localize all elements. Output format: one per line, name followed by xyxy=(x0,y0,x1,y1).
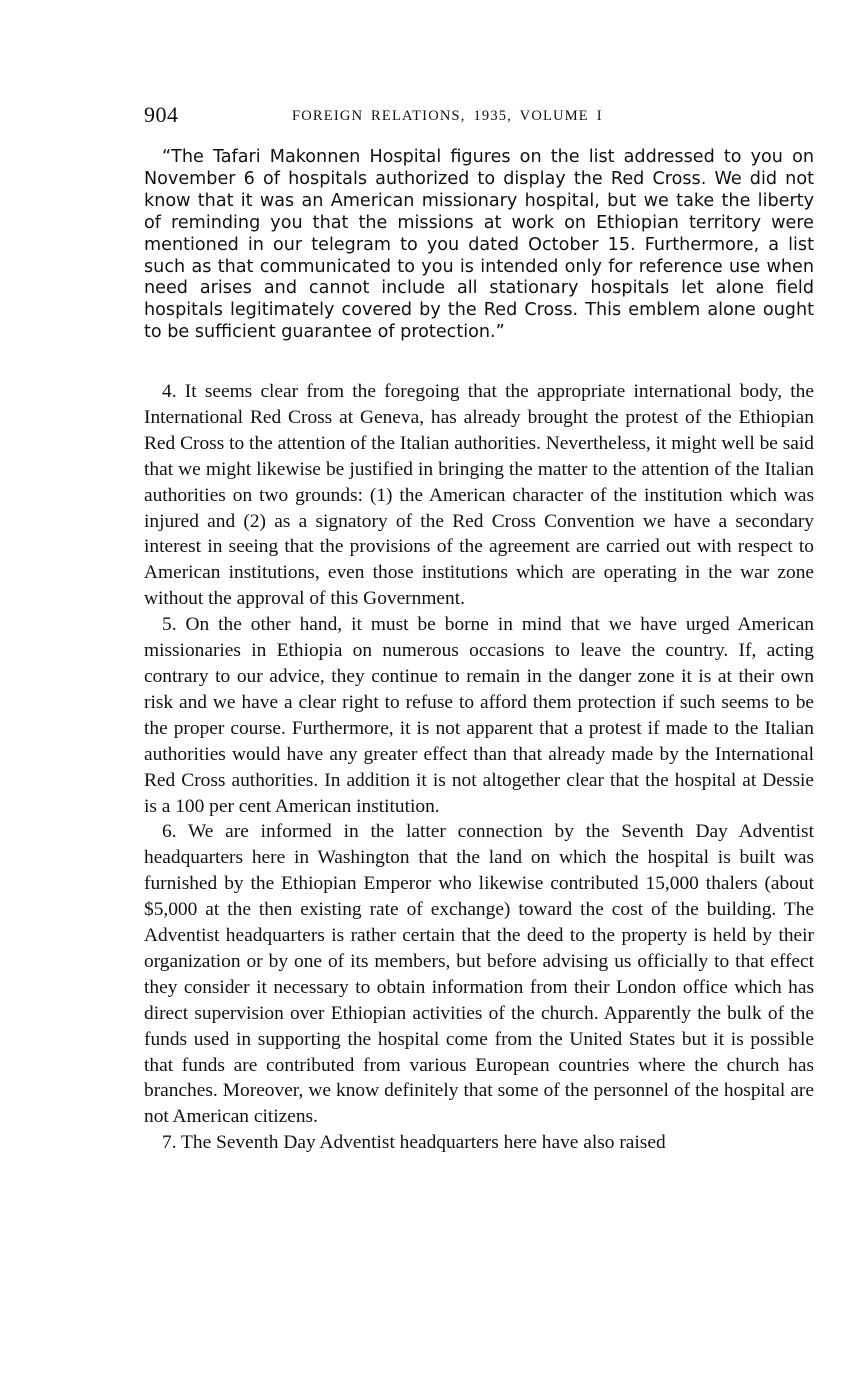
quoted-telegram-text: “The Tafari Makonnen Hospital figures on the list addressed to you on November 6 of hospitals authorized to display the Red Cross. We did not know that it was an American missionary hospital, but we take the liberty of reminding you that the missions at work on Ethiopian territory were mentioned in our telegram to you dated October 15. Furthermore, a list such as that communicated to you is intended only for reference use when need arises and cannot include all stationary hospitals let alone field hospitals legitimately covered by the Red Cross. This emblem alone ought to be sufficient guarantee of protection.” xyxy=(144,147,814,343)
body-text xyxy=(144,379,814,1156)
paragraph-7: 7. The Seventh Day Adventist headquarters here have also raised xyxy=(162,1132,666,1154)
page-number: 904 xyxy=(144,102,179,127)
paragraph-6: 6. We are informed in the latter connection by the Seventh Day Adventist headquarters here in Washington that the land on which the hospital is built was furnished by the Ethiopian Emperor who likewise contributed 15,000 thalers (about $5,000 at the then existing rate of exchange) toward the cost of the building. The Adventist headquarters is rather certain that the deed to the property is held by their organization or by one of its members, but before advising us officially to that effect they consider it necessary to obtain information from their London office which has direct supervision over Ethiopian activities of the church. Apparently the bulk of the funds used in supporting the hospital come from the United States but it is possible that funds are contributed from various European countries where the church has branches. Moreover, we know definitely that some of the personnel of the hospital are not American citizens. xyxy=(144,821,814,1128)
paragraph-4: 4. It seems clear from the foregoing that the appropriate international body, the International Red Cross at Geneva, has already brought the protest of the Ethiopian Red Cross to the attention of the Italian authorities. Nevertheless, it might well be said that we might likewise be justified in bringing the matter to the attention of the Italian authorities on two grounds: (1) the American character of the institution which was injured and (2) as a signatory of the Red Cross Convention we have a secondary interest in seeing that the provisions of the agreement are carried out with respect to American institutions, even those institutions which are operating in the war zone without the approval of this Government. xyxy=(144,381,814,610)
quoted-telegram xyxy=(144,147,814,344)
page-header xyxy=(144,100,814,130)
paragraph-5: 5. On the other hand, it must be borne in mind that we have urged American missionaries in Ethiopia on numerous occasions to leave the country. If, acting contrary to our advice, they continue to remain in the danger zone it is at their own risk and we have a clear right to refuse to afford them protection if such seems to be the proper course. Furthermore, it is not apparent that a protest if made to the Italian authorities would have any greater effect than that already made by the International Red Cross authorities. In addition it is not altogether clear that the hospital at Dessie is a 100 per cent American institution. xyxy=(144,614,814,817)
running-title: FOREIGN RELATIONS, 1935, VOLUME I xyxy=(292,108,603,124)
